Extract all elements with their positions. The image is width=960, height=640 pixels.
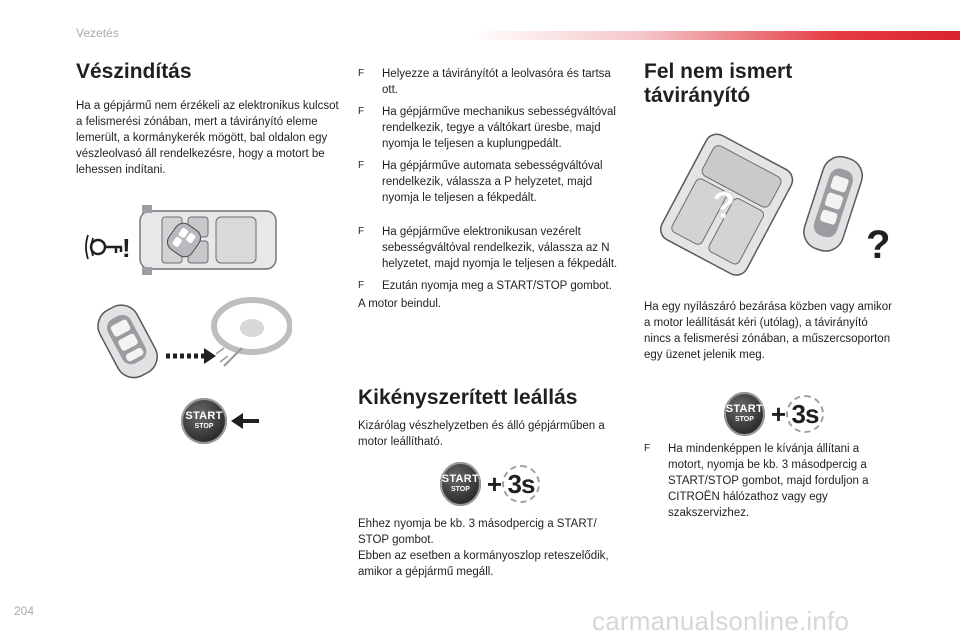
unknown-remote-title: Fel nem ismert távirányító: [644, 60, 793, 107]
unknown-remote-section: [644, 60, 894, 108]
emergency-start-title: Vészindítás: [76, 60, 192, 83]
page-number: 204: [14, 604, 35, 618]
bullet-icon: F: [358, 68, 365, 79]
forced-stop-title: Kikényszerített leállás: [358, 386, 578, 409]
arrow-left-icon: [231, 412, 259, 430]
question-mark-car: ?: [712, 185, 736, 227]
emergency-start-intro: Ha a gépjármű nem érzékeli az elektronikus kulcsot a felismerési zónában, mert a távirányító eleme lemerült, a kormánykerék mögött, bal oldalon egy vészleolvasó áll rendelkezésre, hogy a motort be lehessen indítani.: [76, 100, 339, 176]
watermark: carmanualsonline.info: [592, 606, 850, 636]
engine-starts-text: A motor beindul.: [358, 298, 442, 310]
stop-label: STOP: [194, 423, 214, 430]
forced-stop-body: Ehhez nyomja be kb. 3 másodpercig a START/ STOP gombot. Ebben az esetben a kormányoszlop reteszelődik, amikor a gépjármű megáll.: [358, 518, 609, 578]
bullet-icon: F: [644, 443, 651, 454]
emergency-start-section: [76, 60, 346, 178]
header-accent-bar: [470, 31, 960, 40]
start-stop-3s-illustration-right: [724, 391, 824, 437]
steering-wheel-icon: [214, 300, 290, 366]
remote-key-icon: [799, 152, 867, 256]
question-mark-key: ?: [866, 223, 891, 267]
unknown-remote-text: Ha egy nyílászáró bezárása közben vagy amikor a motor leállítását kéri (utólag), a távirányító nincs a felismerési zónában, a műszercsoporton egy üzenet jelenik meg.: [644, 301, 893, 361]
step-item: F Ha mindenképpen le kívánja állítani a motort, nyomja be kb. 3 másodpercig a START/STOP gombot, majd forduljon a CITROËN hálózathoz vagy egy szakszervizhez.: [644, 443, 869, 519]
bullet-icon: F: [358, 160, 365, 171]
unknown-remote-step: [644, 441, 894, 527]
forced-stop-intro: Kizárólag vészhelyzetben és álló gépjárműben a motor leállítható.: [358, 420, 605, 448]
plus-three-seconds-icon: + 3s: [487, 465, 540, 503]
start-stop-button-icon: START STOP: [440, 462, 481, 506]
start-stop-illustration: [181, 398, 261, 444]
start-stop-button-icon: START STOP: [724, 392, 765, 436]
step-item: F Ha gépjárműve elektronikusan vezérelt sebességváltóval rendelkezik, válassza az N helyzetet, majd nyomja le teljesen a fékpedált.: [358, 226, 618, 270]
bullet-icon: F: [358, 226, 365, 237]
step-item: F Helyezze a távirányítót a leolvasóra és tartsa ott.: [358, 68, 611, 96]
key-warning-icon: [86, 235, 122, 259]
step-item: F Ezután nyomja meg a START/STOP gombot.: [358, 280, 612, 292]
key-reader-illustration: [92, 296, 292, 382]
emergency-start-steps: [358, 66, 624, 312]
step-item: F Ha gépjárműve mechanikus sebességváltóval rendelkezik, tegye a váltókart üresbe, majd nyomja le teljesen a kuplungpedált.: [358, 106, 616, 150]
start-stop-3s-illustration-center: [440, 461, 540, 507]
section-label: Vezetés: [76, 26, 119, 40]
warning-mark: !: [122, 233, 131, 263]
plus-three-seconds-icon: + 3s: [771, 395, 824, 433]
unknown-remote-illustration: [654, 126, 894, 276]
bullet-icon: F: [358, 280, 365, 291]
start-stop-button-icon: [181, 398, 227, 444]
step-item: F Ha gépjárműve automata sebességváltóval rendelkezik, válassza a P helyzetet, majd nyomja le teljesen a fékpedált.: [358, 160, 603, 204]
car-top-view: [140, 205, 276, 275]
bullet-icon: F: [358, 106, 365, 117]
car-top-illustration: [84, 205, 284, 285]
remote-key-icon: [92, 299, 163, 382]
start-label: START: [185, 410, 223, 422]
